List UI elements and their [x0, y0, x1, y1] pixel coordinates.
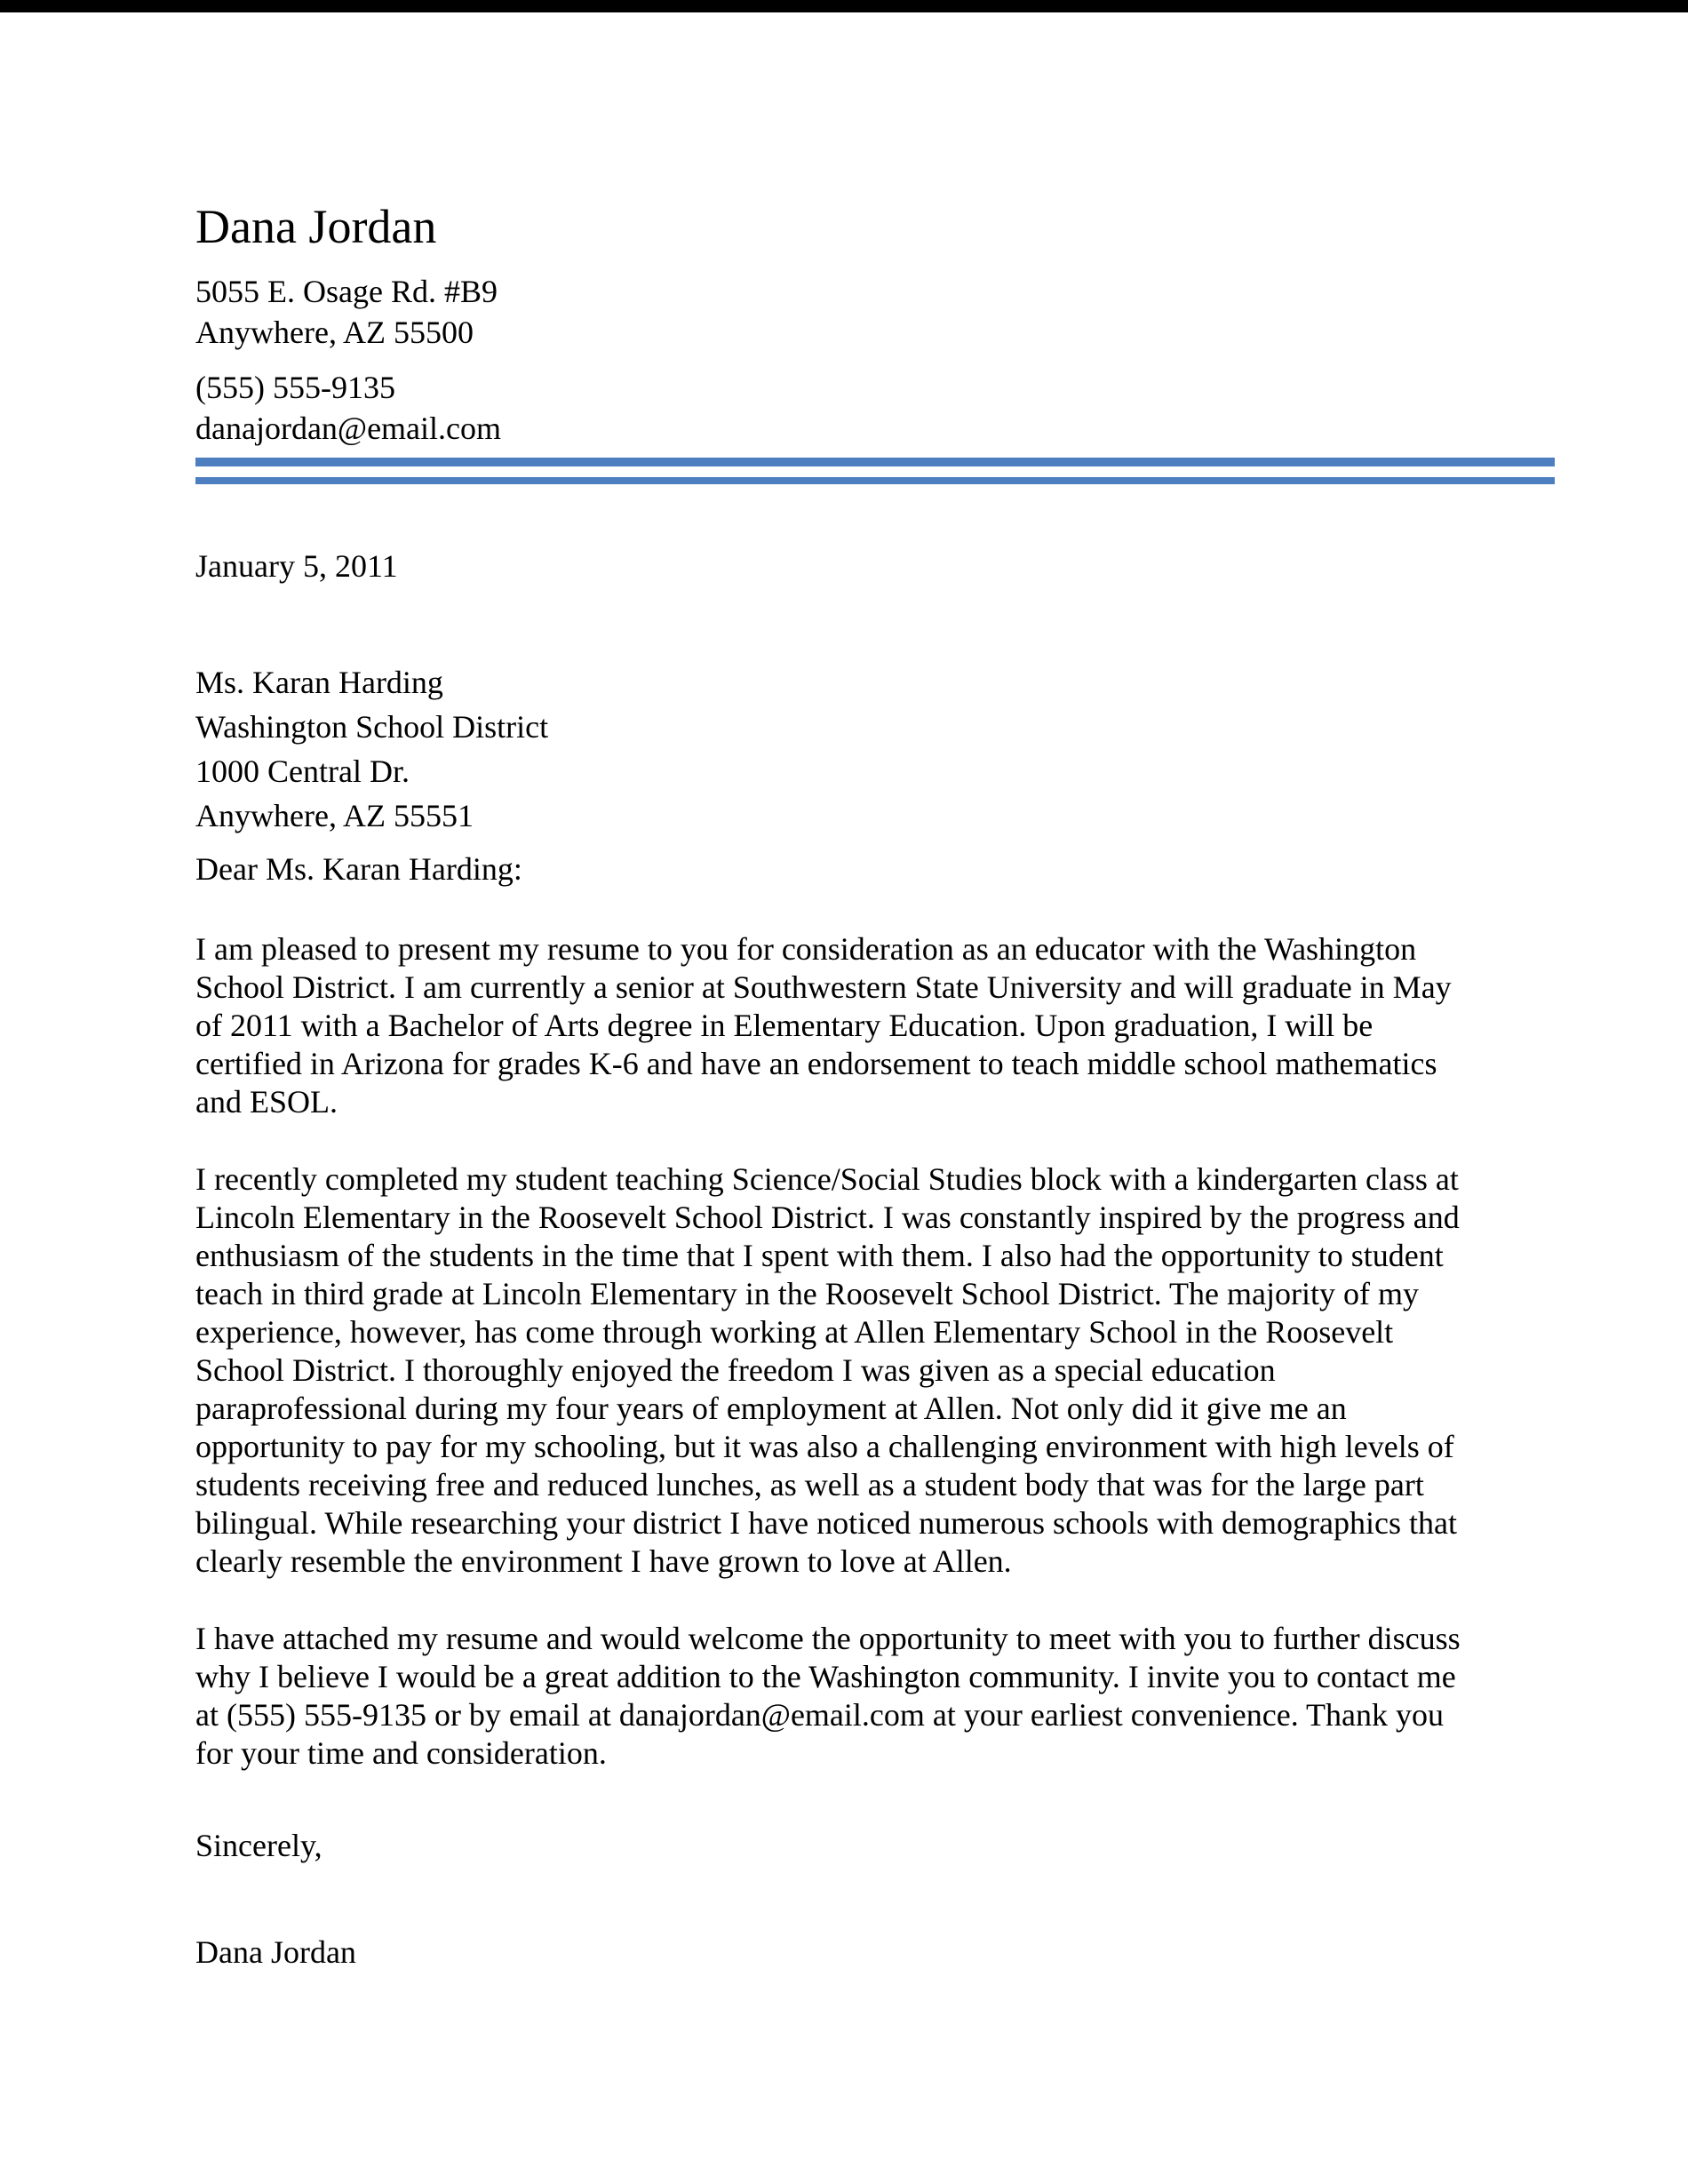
divider-rule-gap: [195, 466, 1555, 477]
sender-address-line2: Anywhere, AZ 55500: [195, 315, 474, 351]
sender-email: danajordan@email.com: [195, 410, 502, 447]
letter-body-container: [0, 12, 1688, 1972]
header-divider: [195, 458, 1555, 484]
salutation: Dear Ms. Karan Harding:: [195, 851, 522, 888]
sender-address-line1: 5055 E. Osage Rd. #B9: [195, 274, 498, 310]
recipient-name: Ms. Karan Harding: [195, 665, 443, 701]
body-paragraph-1: I am pleased to present my resume to you for consideration as an educator with the Washington School District. I am currently a senior at Southwestern State University and will graduate in May of 2011 with a Bachelor of Arts degree in Elementary Education. Upon graduation, I will be certified in Arizona for grades K-6 and have an endorsement to teach middle school mathematics and ESOL.: [195, 931, 1452, 1120]
sender-contact-block: [195, 367, 1555, 449]
divider-rule-top: [195, 458, 1555, 466]
closing: Sincerely,: [195, 1828, 322, 1864]
body-paragraph-2: I recently completed my student teaching Science/Social Studies block with a kindergarten class at Lincoln Elementary in the Roosevelt School District. I was constantly inspired by the progress and enthusiasm of the students in the time that I spent with them. I also had the opportunity to student teach in third grade at Lincoln Elementary in the Roosevelt School District. The majority of my experience, however, has come through working at Allen Elementary School in the Roosevelt School District. I thoroughly enjoyed the freedom I was given as a special education paraprofessional during my four years of employment at Allen. Not only did it give me an opportunity to pay for my schooling, but it was also a challenging environment with high levels of students receiving free and reduced lunches, as well as a student body that was for the large part bilingual. While researching your district I have noticed numerous schools with demographics that clearly resemble the environment I have grown to love at Allen.: [195, 1161, 1460, 1580]
sender-address-block: [195, 271, 1555, 353]
recipient-address-line2: Anywhere, AZ 55551: [195, 798, 474, 834]
letter-date: January 5, 2011: [195, 548, 398, 585]
top-border-bar: [0, 0, 1688, 12]
recipient-organization: Washington School District: [195, 709, 549, 745]
sender-phone: (555) 555-9135: [195, 370, 395, 406]
recipient-address-line1: 1000 Central Dr.: [195, 753, 410, 790]
body-paragraph-3: I have attached my resume and would welcome the opportunity to meet with you to further discuss why I believe I would be a great addition to the Washington community. I invite you to contact me at (555) 555-9135 or by email at danajordan@email.com at your earliest convenience. Thank you for your time and consideration.: [195, 1621, 1461, 1772]
recipient-block: [195, 660, 1555, 838]
signature: Dana Jordan: [195, 1934, 356, 1971]
divider-rule-bottom: [195, 477, 1555, 484]
sender-name: Dana Jordan: [195, 200, 437, 253]
